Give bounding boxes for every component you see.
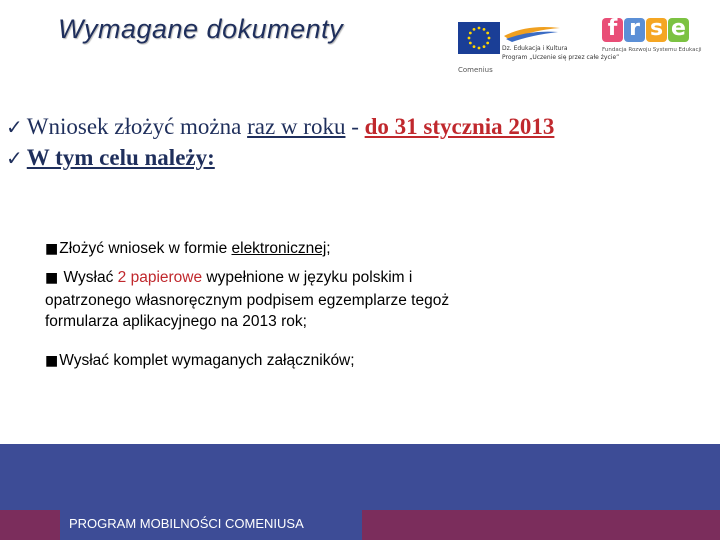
- footer-band: [0, 444, 720, 510]
- main-point-2-text: W tym celu należy:: [26, 145, 215, 170]
- sub-point-2-line1-rest: wypełnione w języku polskim i: [202, 269, 413, 286]
- checkmark-icon: ✓: [6, 146, 23, 170]
- sub-point-2-line3: formularza aplikacyjnego na 2013 rok;: [45, 313, 307, 330]
- eu-programme-line1: Dz. Edukacja i Kultura: [502, 45, 568, 52]
- eu-programme-line2: Program „Uczenie się przez całe życie”: [502, 54, 620, 61]
- square-bullet-icon: ■: [45, 353, 59, 369]
- sub-point-1-underlined: elektronicznej: [231, 240, 327, 257]
- eu-star-icon: [486, 42, 489, 45]
- sub-point-2-prefix: Wysłać: [59, 269, 118, 286]
- sub-point-3-text: Wysłać komplet wymaganych załączników;: [59, 352, 355, 369]
- frse-caption: Fundacja Rozwoju Systemu Edukacji: [602, 47, 702, 53]
- square-bullet-icon: ■: [45, 241, 59, 257]
- slide-title: Wymagane dokumenty: [58, 14, 344, 44]
- eu-llp-logo: [456, 22, 620, 78]
- eu-star-icon: [483, 45, 486, 48]
- eu-star-icon: [469, 32, 472, 35]
- main-point-1: [6, 114, 554, 140]
- eu-star-icon: [486, 32, 489, 35]
- sub-point-1: [45, 238, 331, 261]
- frse-letter: f: [602, 18, 623, 42]
- sub-point-2: [45, 267, 449, 333]
- frse-letter: e: [668, 18, 689, 42]
- main-point-1-middle: -: [345, 114, 365, 139]
- sub-point-2-red: 2 papierowe: [117, 269, 203, 286]
- eu-star-icon: [473, 45, 476, 48]
- sub-point-1-suffix: ;: [326, 240, 331, 257]
- eu-star-icon: [473, 28, 476, 31]
- checkmark-icon: ✓: [6, 115, 23, 139]
- main-point-2: [6, 145, 215, 171]
- footer-text: PROGRAM MOBILNOŚCI COMENIUSA: [69, 516, 304, 531]
- eu-star-icon: [483, 28, 486, 31]
- frse-logo: [600, 18, 700, 62]
- frse-letter: s: [646, 18, 667, 42]
- square-bullet-icon: ■: [45, 270, 59, 286]
- eu-star-icon: [468, 37, 471, 40]
- eu-flag-icon: [458, 22, 500, 54]
- llp-arrow-icon: [502, 22, 562, 44]
- sub-point-2-line2: opatrzonego własnoręcznym podpisem egzemplarze tegoż: [45, 291, 450, 309]
- main-point-1-underlined: raz w roku: [247, 114, 346, 139]
- main-point-1-prefix: Wniosek złożyć można: [26, 114, 248, 139]
- eu-star-icon: [478, 47, 481, 50]
- eu-programme-line3: Comenius: [458, 66, 493, 74]
- eu-star-icon: [488, 37, 491, 40]
- eu-star-icon: [469, 42, 472, 45]
- sub-point-1-prefix: Złożyć wniosek w formie: [59, 240, 232, 257]
- eu-star-icon: [478, 27, 481, 30]
- main-point-1-deadline: do 31 stycznia 2013: [364, 114, 555, 139]
- frse-letter: r: [624, 18, 645, 42]
- sub-point-3: [45, 350, 355, 373]
